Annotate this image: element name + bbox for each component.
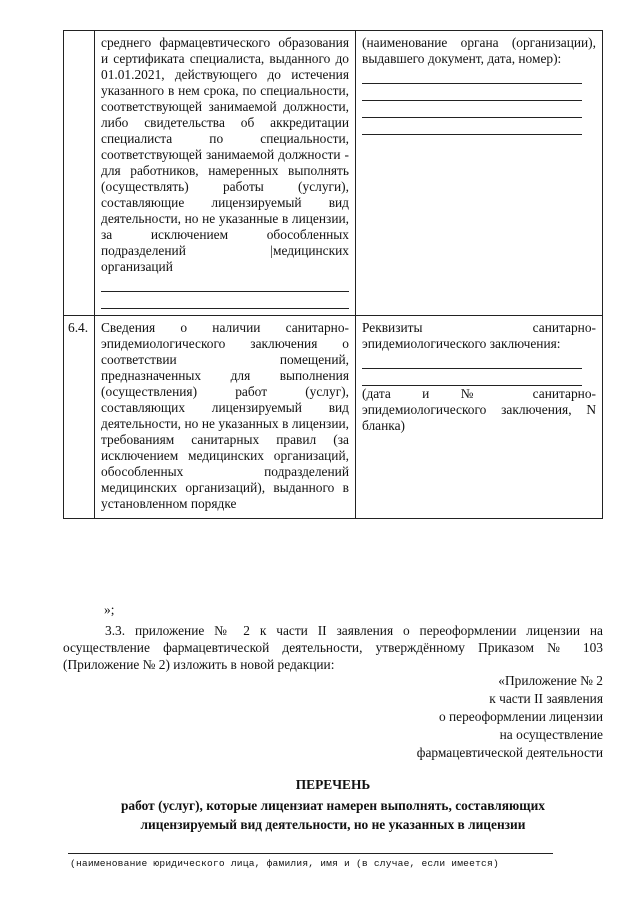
- appendix-line: на осуществление: [499, 727, 603, 742]
- appendix-line: фармацевтической деятельности: [416, 745, 603, 760]
- document-title: ПЕРЕЧЕНЬ: [295, 777, 371, 792]
- description-text: среднего фармацевтического образования и сертификата специалиста, выданного до 01.01.2021, действующего до истечения указанного в нем срока, по специальности, соответствующей занимаемой должности, либо свидетельства об аккредитации специалиста по специальности, соответствующей занимаемой должности - для работников, намеренных выполнять (осуществлять) работы (услуги), составляющие лицензируемый вид деятельности, но не указанные в лицензии, за исключением обособленных подразделений |медицинских организаций: [101, 35, 349, 274]
- blank-line: [101, 275, 349, 292]
- row-description: [95, 31, 356, 316]
- license-table: [63, 30, 603, 519]
- body-paragraph: 3.3. приложение № 2 к части II заявления о переоформлении лицензии на осуществление фармацевтической деятельности, утверждённому Приказом № 103 (Приложение № 2) изложить в новой редакции:: [63, 623, 603, 672]
- appendix-line: «Приложение № 2: [498, 673, 603, 688]
- appendix-line: о переоформлении лицензии: [438, 709, 603, 724]
- document-subtitle: [63, 796, 603, 834]
- blank-line: [101, 292, 349, 309]
- blank-line: [362, 67, 582, 84]
- details-heading: Реквизиты санитарно-эпидемиологического заключения:: [362, 320, 596, 351]
- subtitle-line: работ (услуг), которые лицензиат намерен выполнять, составляющих: [120, 798, 545, 813]
- appendix-header: [417, 672, 603, 762]
- blank-line: [362, 369, 582, 386]
- blank-line: [362, 84, 582, 101]
- table-row: [64, 316, 603, 519]
- details-caption: (наименование органа (организации), выдавшего документ, дата, номер):: [362, 35, 596, 66]
- closing-quote: »;: [104, 602, 115, 617]
- signature-caption: (наименование юридического лица, фамилия, имя и (в случае, если имеется): [70, 858, 499, 869]
- table-row: [64, 31, 603, 316]
- signature-line: [68, 853, 553, 854]
- appendix-line: к части II заявления: [489, 691, 603, 706]
- subtitle-line: лицензируемый вид деятельности, но не указанных в лицензии: [140, 817, 526, 832]
- row-number: [64, 31, 95, 316]
- row-number: 6.4.: [64, 316, 95, 519]
- description-text: Сведения о наличии санитарно-эпидемиологического заключения о соответствии помещений, предназначенных для выполнения (осуществления) работ (услуг), составляющих лицензируемый вид деятельности, но не указанных в лицензии, требованиям санитарных правил (за исключением медицинских организаций, обособленных подразделений медицинских организаций), выданного в установленном порядке: [101, 320, 349, 511]
- blank-line: [362, 101, 582, 118]
- row-details: [356, 316, 603, 519]
- details-caption: (дата и № санитарно-эпидемиологического заключения, N бланка): [362, 386, 596, 433]
- row-description: [95, 316, 356, 519]
- blank-line: [362, 118, 582, 135]
- row-details: [356, 31, 603, 316]
- blank-line: [362, 352, 582, 369]
